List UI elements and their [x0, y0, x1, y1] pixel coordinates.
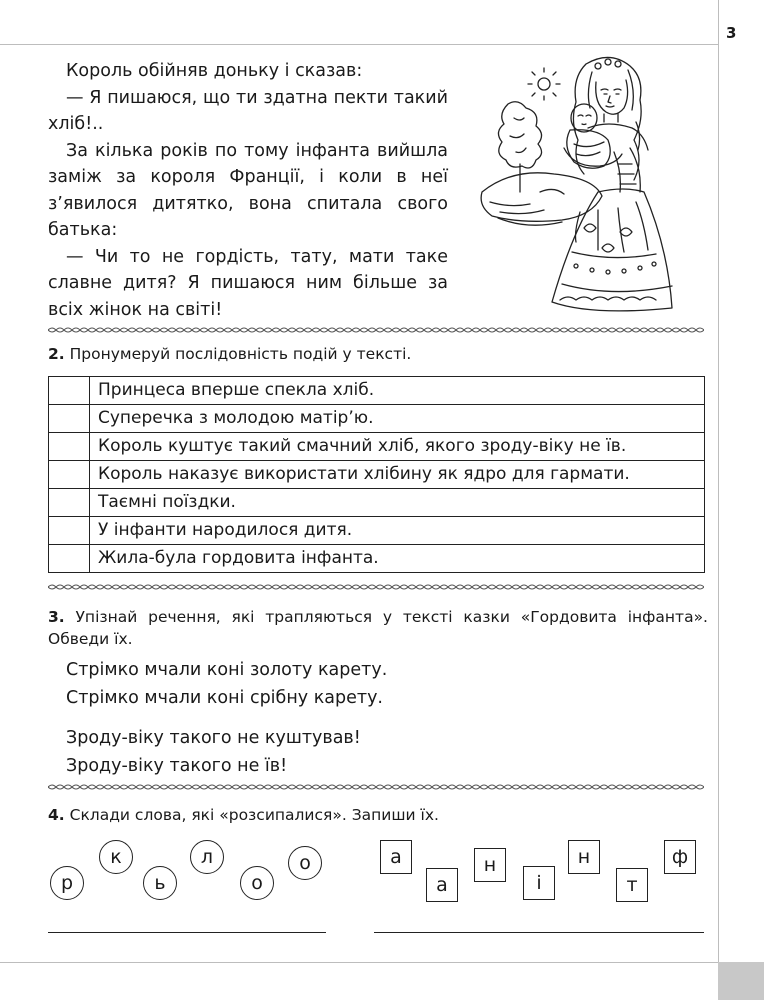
number-cell[interactable] — [49, 489, 90, 517]
number-cell[interactable] — [49, 545, 90, 573]
letter-square: ф — [664, 840, 696, 874]
number-cell[interactable] — [49, 461, 90, 489]
story-paragraph: Король обійняв доньку і сказав: — [66, 61, 363, 81]
sequence-table — [48, 376, 705, 573]
task-number: 4. — [48, 806, 65, 824]
princess-with-baby-illustration — [480, 52, 700, 320]
number-cell[interactable] — [49, 377, 90, 405]
sentence-group-2 — [66, 724, 361, 780]
letter-square: т — [616, 868, 648, 902]
wavy-separator — [48, 583, 704, 591]
letter-circle: л — [190, 840, 224, 874]
table-row — [49, 517, 705, 545]
event-text: Принцеса вперше спекла хліб. — [90, 377, 705, 405]
wavy-separator — [48, 326, 704, 334]
wavy-separator — [48, 783, 704, 791]
sentence-option[interactable]: Зроду-віку такого не куштував! — [66, 728, 361, 748]
story-paragraph: — Чи то не гордість, тату, мати таке славне дитя? Я пишаюся ним більше за всіх жінок на світі! — [48, 246, 448, 320]
sentence-option[interactable]: Зроду-віку такого не їв! — [66, 756, 288, 776]
letter-square: н — [474, 848, 506, 882]
answer-line[interactable] — [374, 932, 704, 933]
sentence-option[interactable]: Стрімко мчали коні золоту карету. — [66, 660, 388, 680]
task-3-title — [48, 606, 708, 650]
answer-line[interactable] — [48, 932, 326, 933]
table-row — [49, 377, 705, 405]
letter-square: а — [380, 840, 412, 874]
event-text: У інфанти народилося дитя. — [90, 517, 705, 545]
event-text: Король куштує такий смачний хліб, якого зроду-віку не їв. — [90, 433, 705, 461]
page-number: 3 — [726, 24, 737, 42]
letter-circle: о — [240, 866, 274, 900]
margin-rule — [718, 0, 719, 1000]
task-instruction: Пронумеруй послідовність подій у тексті. — [69, 345, 412, 363]
sun-icon — [538, 78, 550, 90]
event-text: Король наказує використати хлібину як ядро для гармати. — [90, 461, 705, 489]
top-rule — [0, 44, 718, 45]
letter-square: н — [568, 840, 600, 874]
event-text: Суперечка з молодою матір’ю. — [90, 405, 705, 433]
task-instruction: Упізнай речення, які трапляються у тексті казки «Гордовита інфанта». Обведи їх. — [48, 608, 708, 648]
letter-square: і — [523, 866, 555, 900]
number-cell[interactable] — [49, 405, 90, 433]
sentence-option[interactable]: Стрімко мчали коні срібну карету. — [66, 688, 383, 708]
story-paragraph: За кілька років по тому інфанта вийшла заміж за короля Франції, і коли в неї з’явилося дитятко, вона спитала свого батька: — [48, 140, 448, 240]
bottom-rule — [0, 962, 718, 963]
task-4-title — [48, 804, 439, 826]
letter-square: а — [426, 868, 458, 902]
table-row — [49, 461, 705, 489]
letter-circle: к — [99, 840, 133, 874]
letter-circle: р — [50, 866, 84, 900]
table-row — [49, 405, 705, 433]
letter-circle: о — [288, 846, 322, 880]
task-number: 2. — [48, 345, 65, 363]
sentence-group-1 — [66, 656, 387, 712]
task-instruction: Склади слова, які «розсипалися». Запиши їх. — [69, 806, 439, 824]
task-number: 3. — [48, 608, 65, 626]
letter-circle: ь — [143, 866, 177, 900]
page-corner-tab — [718, 962, 764, 1000]
table-row — [49, 433, 705, 461]
event-text: Таємні поїздки. — [90, 489, 705, 517]
story-text — [48, 58, 448, 323]
table-row — [49, 489, 705, 517]
task-2-title — [48, 343, 411, 365]
number-cell[interactable] — [49, 433, 90, 461]
story-paragraph: — Я пишаюся, що ти здатна пекти такий хліб!.. — [48, 87, 448, 134]
number-cell[interactable] — [49, 517, 90, 545]
table-row — [49, 545, 705, 573]
event-text: Жила-була гордовита інфанта. — [90, 545, 705, 573]
